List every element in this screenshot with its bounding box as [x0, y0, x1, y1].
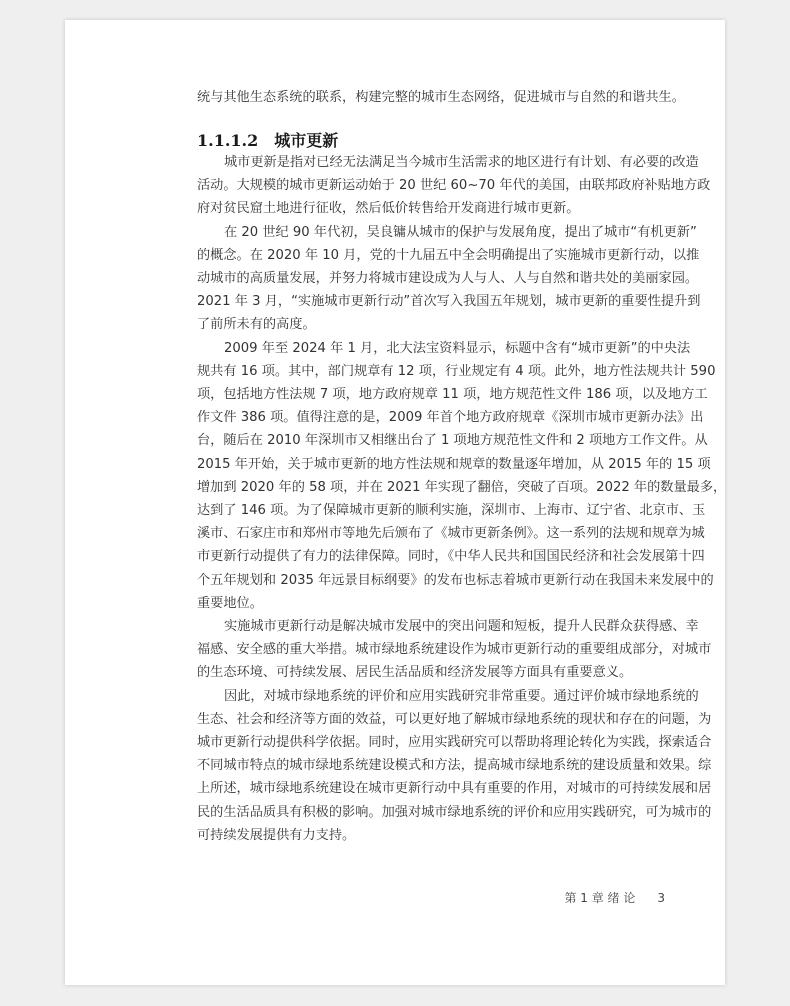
section-heading — [197, 128, 338, 151]
text-line: 溪市、石家庄市和郑州市等地先后颁布了《城市更新条例》。这一系列的法规和规章为城 — [197, 526, 705, 542]
text-line: 在 20 世纪 90 年代初，吴良镛从城市的保护与发展角度，提出了城市“有机更新” — [224, 224, 697, 240]
text-line: 动城市的高质量发展，并努力将城市建设成为人与人、人与自然和谐共处的美丽家园。 — [197, 271, 699, 286]
section-title: 城市更新 — [274, 131, 339, 150]
text-line: 2015 年开始，关于城市更新的地方性法规和规章的数量逐年增加，从 2015 年的 15 项 — [197, 456, 711, 472]
text-line: 2009 年至 2024 年 1 月，北大法宝资料显示，标题中含有“城市更新”的中央法 — [224, 340, 691, 356]
text-line: 重要地位。 — [197, 595, 263, 611]
text-line: 民的生活品质具有积极的影响。加强对城市绿地系统的评价和应用实践研究，可为城市的 — [197, 804, 712, 820]
text-line: 增加到 2020 年的 58 项，并在 2021 年实现了翻倍，突破了百项。2022 年的数量最多， — [197, 479, 727, 495]
text-line: 不同城市特点的城市绿地系统建设模式和方法，提高城市绿地系统的建设质量和效果。综 — [197, 758, 712, 774]
text-line: 规共有 16 项。其中，部门规章有 12 项，行业规定有 4 项。此外，地方性法规共计 590 — [197, 363, 716, 379]
text-line: 可持续发展提供有力支持。 — [197, 827, 356, 843]
text-line: 台，随后在 2010 年深圳市又相继出台了 1 项地方规范性文件和 2 项地方工作文件。从 — [197, 433, 708, 449]
chapter-label: 第 1 章 绪 论 — [564, 891, 636, 905]
text-line: 上所述，城市绿地系统建设在城市更新行动中具有重要的作用，对城市的可持续发展和居 — [197, 781, 712, 797]
text-line: 福感、安全感的重大举措。城市绿地系统建设作为城市更新行动的重要组成部分，对城市 — [197, 642, 712, 658]
text-line: 个五年规划和 2035 年远景目标纲要》的发布也标志着城市更新行动在我国未来发展中的 — [197, 572, 714, 588]
text-line: 活动。大规模的城市更新运动始于 20 世纪 60~70 年代的美国，由联邦政府补贴地方政 — [197, 178, 711, 194]
continued-line: 统与其他生态系统的联系，构建完整的城市生态网络，促进城市与自然的和谐共生。 — [197, 90, 685, 105]
section-number: 1.1.1.2 — [197, 131, 259, 150]
text-line: 实施城市更新行动是解决城市发展中的突出问题和短板，提升人民群众获得感、幸 — [224, 619, 699, 634]
text-line: 达到了 146 项。为了保障城市更新的顺利实施，深圳市、上海市、辽宁省、北京市、玉 — [197, 503, 706, 518]
text-line: 因此，对城市绿地系统的评价和应用实践研究非常重要。通过评价城市绿地系统的 — [224, 688, 699, 704]
text-line: 城市更新行动提供科学依据。同时，应用实践研究可以帮助将理论转化为实践，探索适合 — [197, 735, 712, 750]
page-footer — [564, 889, 665, 906]
text-line: 的概念。在 2020 年 10 月，党的十九届五中全会明确提出了实施城市更新行动，以推 — [197, 247, 700, 263]
text-line: 市更新行动提供了有力的法律保障。同时，《中华人民共和国国民经济和社会发展第十四 — [197, 549, 705, 565]
text-line: 了前所未有的高度。 — [197, 317, 316, 333]
text-line: 2021 年 3 月，“实施城市更新行动”首次写入我国五年规划，城市更新的重要性提升到 — [197, 294, 701, 310]
text-line: 生态、社会和经济等方面的效益，可以更好地了解城市绿地系统的现状和存在的问题，为 — [197, 711, 712, 727]
text-line: 府对贫民窟土地进行征收，然后低价转售给开发商进行城市更新。 — [197, 201, 580, 217]
text-line: 城市更新是指对已经无法满足当今城市生活需求的地区进行有计划、有必要的改造 — [224, 155, 699, 170]
text-line: 的生态环境、可持续发展、居民生活品质和经济发展等方面具有重要意义。 — [197, 665, 633, 681]
text-line: 项，包括地方性法规 7 项，地方政府规章 11 项，地方规范性文件 186 项，以及地方工 — [197, 387, 708, 402]
text-line: 作文件 386 项。值得注意的是，2009 年首个地方政府规章《深圳市城市更新办法》出 — [197, 410, 704, 426]
document-page — [65, 20, 725, 985]
page-number: 3 — [657, 891, 665, 905]
